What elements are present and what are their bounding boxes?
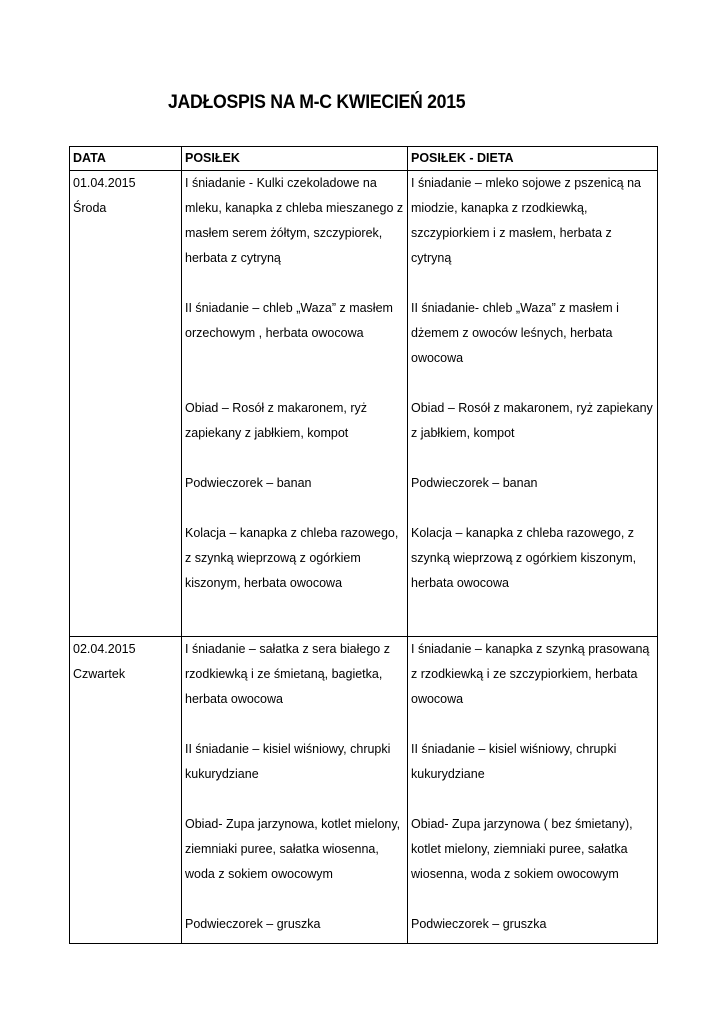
diet-second-breakfast: II śniadanie- chleb „Waza” z masłem i dżemem z owoców leśnych, herbata owocowa (411, 301, 619, 365)
diet-lunch: Obiad – Rosół z makaronem, ryż zapiekany z jabłkiem, kompot (411, 401, 653, 440)
meal-snack: Podwieczorek – gruszka (185, 917, 321, 931)
diet-lunch: Obiad- Zupa jarzynowa ( bez śmietany), kotlet mielony, ziemniaki puree, sałatka wiosenna, woda z sokiem owocowym (411, 817, 633, 881)
diet-cell (408, 171, 658, 637)
date-value: 02.04.2015 (73, 642, 136, 656)
diet-cell (408, 637, 658, 944)
meal-breakfast: I śniadanie – sałatka z sera białego z rzodkiewką i ze śmietaną, bagietka, herbata owocowa (185, 642, 390, 706)
header-diet: POSIŁEK - DIETA (408, 147, 658, 171)
diet-breakfast: I śniadanie – kanapka z szynką prasowaną z rzodkiewką i ze szczypiorkiem, herbata owocowa (411, 642, 650, 706)
weekday-value: Środa (73, 201, 107, 215)
meal-second-breakfast: II śniadanie – chleb „Waza” z masłem orzechowym , herbata owocowa (185, 301, 393, 340)
meal-snack: Podwieczorek – banan (185, 476, 312, 490)
diet-supper: Kolacja – kanapka z chleba razowego, z szynką wieprzową z ogórkiem kiszonym, herbata owocowa (411, 526, 637, 590)
diet-snack: Podwieczorek – gruszka (411, 917, 547, 931)
header-meal: POSIŁEK (182, 147, 408, 171)
menu-table (69, 146, 658, 944)
table-row (70, 171, 658, 637)
diet-second-breakfast: II śniadanie – kisiel wiśniowy, chrupki kukurydziane (411, 742, 617, 781)
meal-lunch: Obiad- Zupa jarzynowa, kotlet mielony, ziemniaki puree, sałatka wiosenna, woda z sokiem owocowym (185, 817, 401, 881)
meal-cell (182, 171, 408, 637)
table-header-row (70, 147, 658, 171)
meal-second-breakfast: II śniadanie – kisiel wiśniowy, chrupki kukurydziane (185, 742, 391, 781)
header-date: DATA (70, 147, 182, 171)
table-row (70, 637, 658, 944)
date-cell (70, 637, 182, 944)
meal-breakfast: I śniadanie - Kulki czekoladowe na mleku, kanapka z chleba mieszanego z masłem serem żółtym, szczypiorek, herbata z cytryną (185, 176, 404, 265)
diet-snack: Podwieczorek – banan (411, 476, 538, 490)
date-cell (70, 171, 182, 637)
weekday-value: Czwartek (73, 667, 126, 681)
page-title: JADŁOSPIS NA M-C KWIECIEŃ 2015 (168, 92, 466, 113)
meal-supper: Kolacja – kanapka z chleba razowego, z szynką wieprzową z ogórkiem kiszonym, herbata owocowa (185, 526, 399, 590)
meal-lunch: Obiad – Rosół z makaronem, ryż zapiekany z jabłkiem, kompot (185, 401, 368, 440)
date-value: 01.04.2015 (73, 176, 136, 190)
diet-breakfast: I śniadanie – mleko sojowe z pszenicą na miodzie, kanapka z rzodkiewką, szczypiorkiem i z masłem, herbata z cytryną (411, 176, 641, 265)
meal-cell (182, 637, 408, 944)
